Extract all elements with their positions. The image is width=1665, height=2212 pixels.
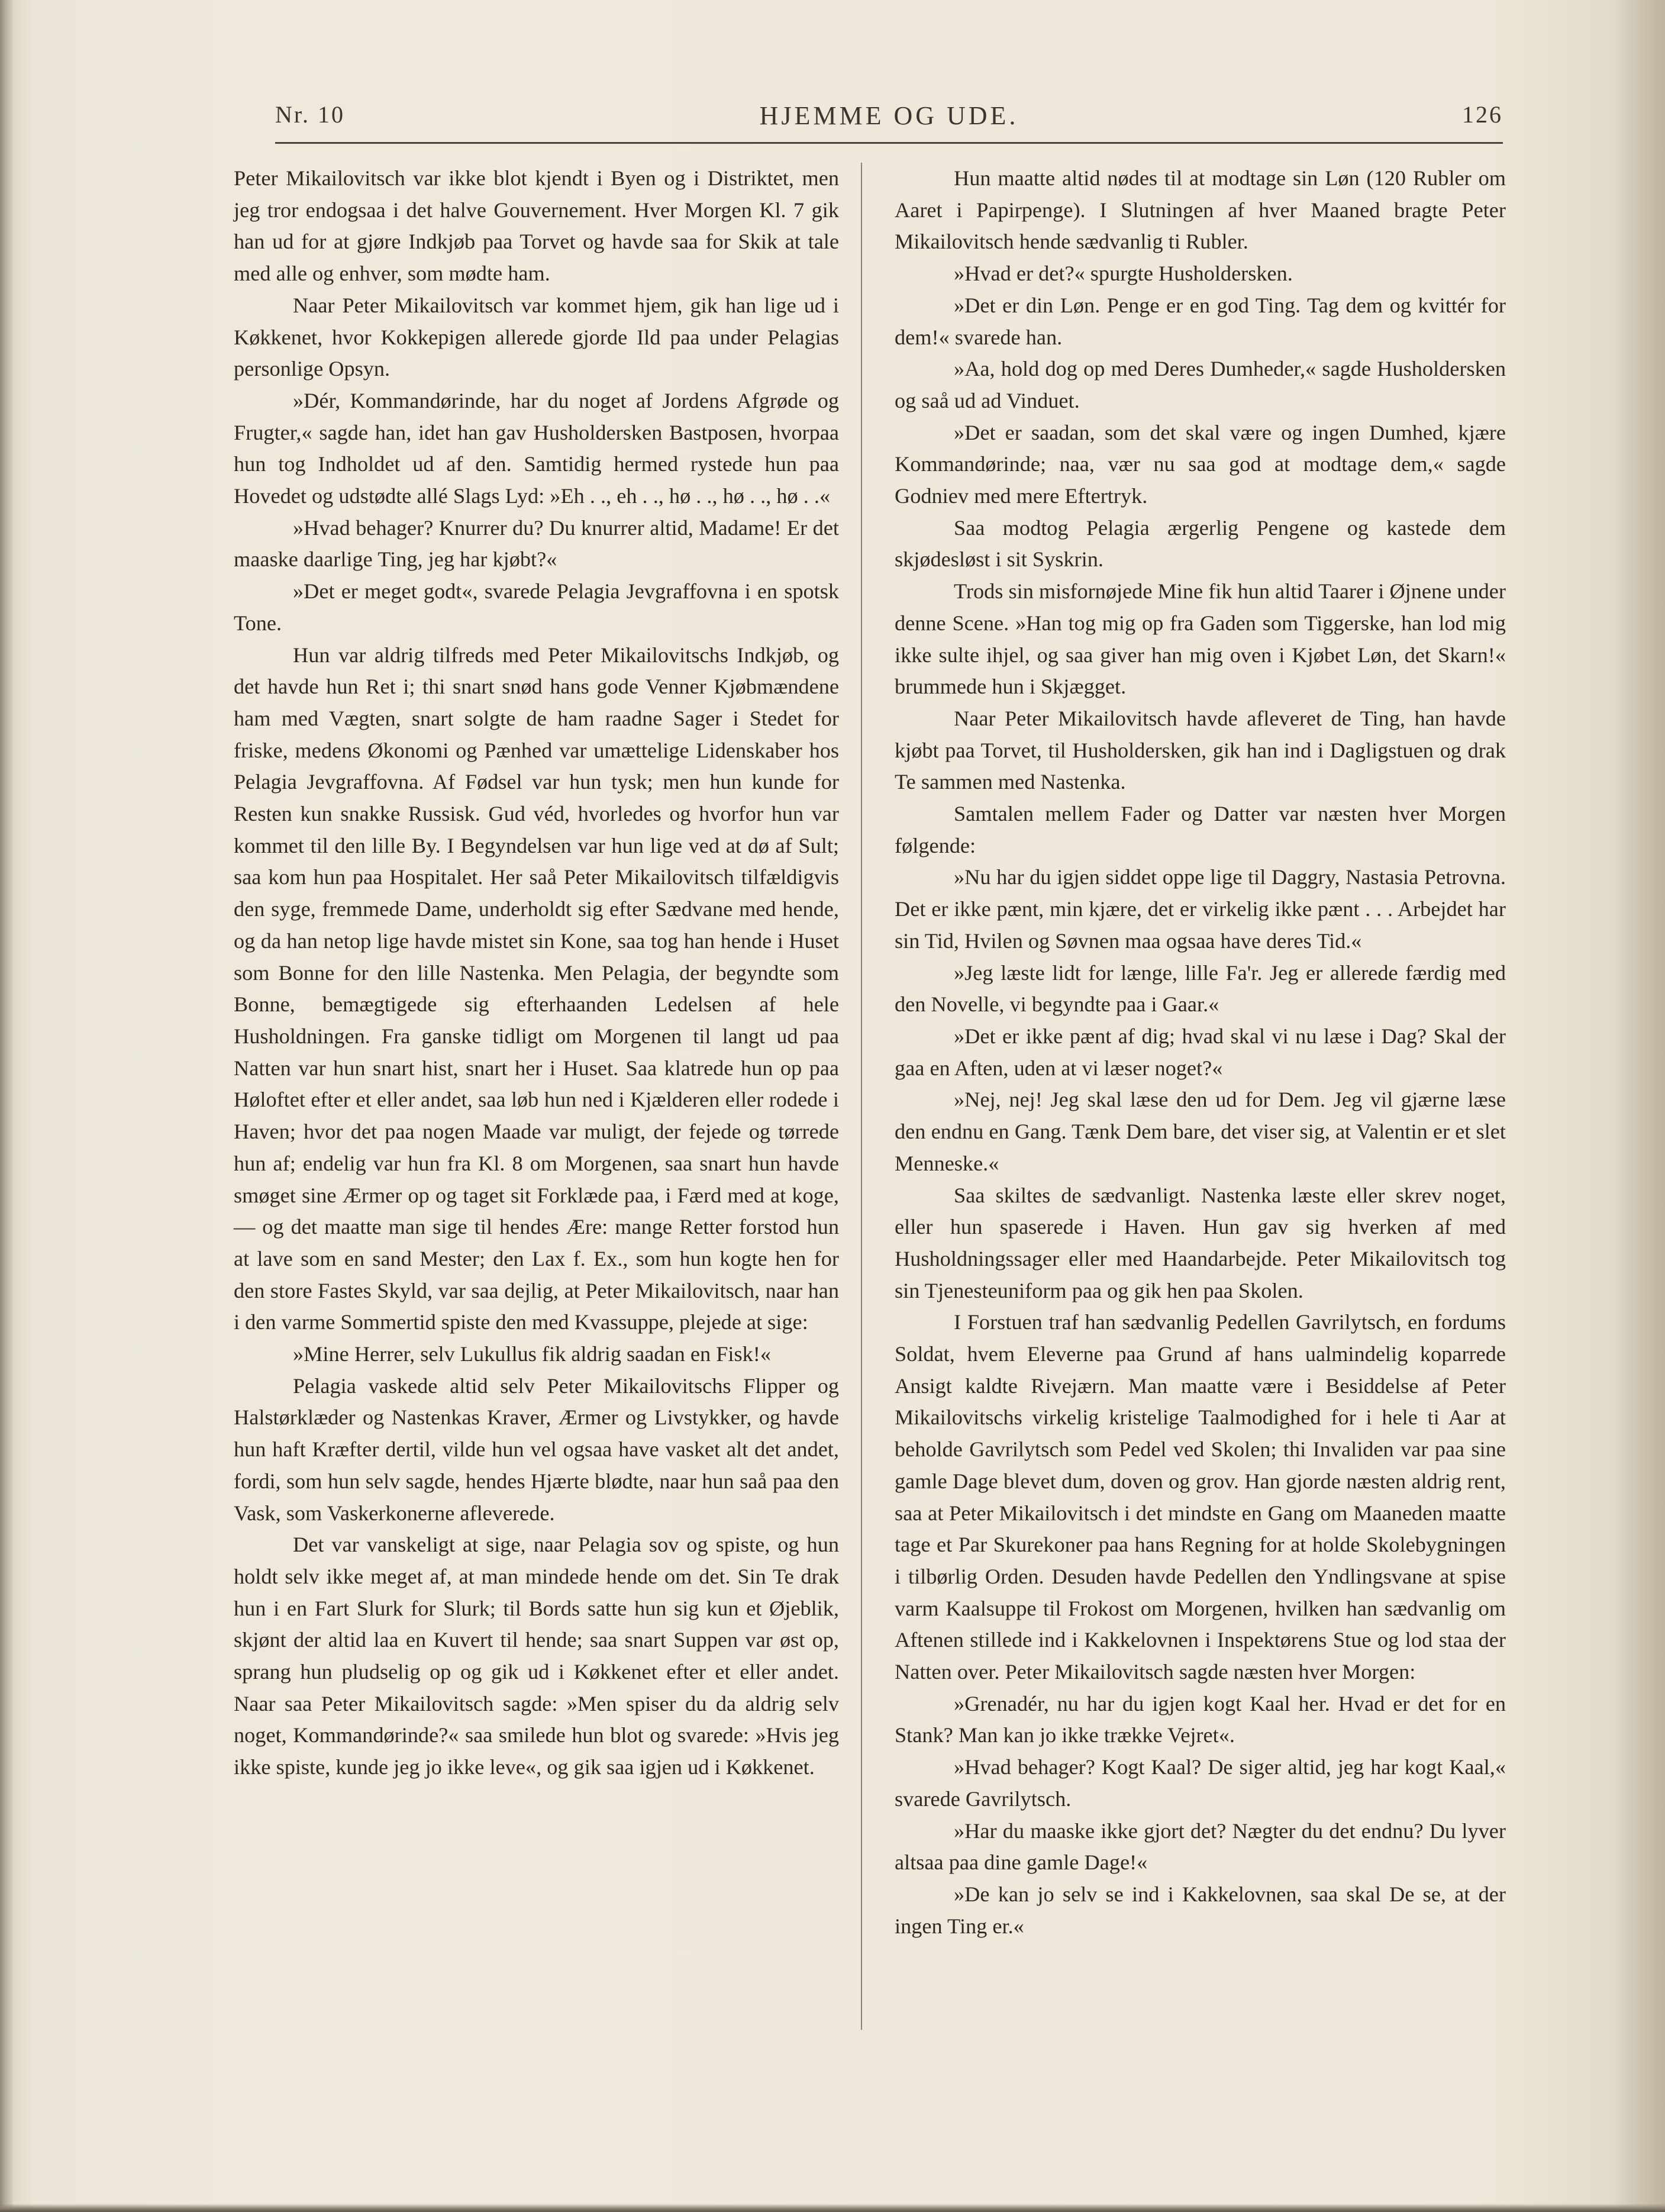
paragraph: »Det er meget godt«, svarede Pelagia Jevgraffovna i en spotsk Tone.	[234, 579, 839, 635]
paragraph: Peter Mikailovitsch var ikke blot kjendt i Byen og i Distriktet, men jeg tror endogsaa i det halve Gouvernement. Hver Morgen Kl. 7 gik han ud for at gjøre Indkjøb paa Torvet og havde saa for Skik at tale med alle og enhver, som mødte ham.	[234, 166, 839, 286]
paragraph: »Grenadér, nu har du igjen kogt Kaal her. Hvad er det for en Stank? Man kan jo ikke trække Vejret«.	[895, 1691, 1506, 1747]
paragraph: Naar Peter Mikailovitsch var kommet hjem, gik han lige ud i Køkkenet, hvor Kokkepigen allerede gjorde Ild paa under Pelagias personlige Opsyn.	[234, 293, 839, 381]
paragraph: Hun var aldrig tilfreds med Peter Mikailovitschs Indkjøb, og det havde hun Ret i; thi snart snød hans gode Venner Kjøbmændene ham med Vægten, snart solgte de ham raadne Sager i Stedet for friske, medens Økonomi og Pænhed var umættelige Lidenskaber hos Pelagia Jevgraffovna. Af Fødsel var hun tysk; men hun kunde for Resten kun snakke Russisk. Gud véd, hvorledes og hvorfor hun var kommet til den lille By. I Begyndelsen var hun lige ved at dø af Sult; saa kom hun paa Hospitalet. Her saå Peter Mikailovitsch tilfældigvis den syge, fremmede Dame, underholdt sig efter Sædvane med hende, og da han netop lige havde mistet sin Kone, saa tog han hende i Huset som Bonne for den lille Nastenka. Men Pelagia, der begyndte som Bonne, bemægtigede sig efterhaanden Ledelsen af hele Husholdningen. Fra ganske tidligt om Morgenen til langt ud paa Natten var hun snart hist, snart her i Huset. Saa klatrede hun op paa Høloftet efter et eller andet, saa løb hun ned i Kjælderen eller rodede i Haven; hvor det paa nogen Maade var muligt, der fejede og tørrede hun af; endelig var hun fra Kl. 8 om Morgenen, saa snart hun havde smøget sine Ærmer op og taget sit Forklæde paa, i Færd med at koge, — og det maatte man sige til hendes Ære: mange Retter forstod hun at lave som en sand Mester; den Lax f. Ex., som hun kogte hen for den store Fastes Skyld, var saa dejlig, at Peter Mikailovitsch, naar han i den varme Sommertid spiste den med Kvassuppe, plejede at sige:	[234, 643, 839, 1334]
page-right-shadow	[1612, 0, 1665, 2212]
paragraph: »Hvad er det?« spurgte Husholdersken.	[954, 262, 1293, 286]
paragraph: I Forstuen traf han sædvanlig Pedellen Gavrilytsch, en fordums Soldat, hvem Eleverne paa Grund af hans ualmindelig koparrede Ansigt kaldte Rivejærn. Man maatte være i Besiddelse af Peter Mikailovitschs virkelig kristelige Taalmodighed for i hele ti Aar at beholde Gavrilytsch som Pedel ved Skolen; thi Invaliden var paa sine gamle Dage blevet dum, doven og grov. Han gjorde næsten aldrig rent, saa at Peter Mikailovitsch i det mindste en Gang om Maaneden maatte tage et Par Skurekoner paa hans Regning for at holde Skolebygningen i tilbørlig Orden. Desuden havde Pedellen den Yndlingsvane at spise varm Kaalsuppe til Frokost om Morgenen, hvilken han sædvanlig om Aftenen stillede ind i Kakkelovnen i Inspektørens Stue og lod staa der Natten over. Peter Mikailovitsch sagde næsten hver Morgen:	[895, 1310, 1506, 1684]
paragraph: Hun maatte altid nødes til at modtage sin Løn (120 Rubler om Aaret i Papirpenge). I Slutningen af hver Maaned bragte Peter Mikailovitsch hende sædvanlig ti Rubler.	[895, 166, 1506, 254]
issue-number: Nr. 10	[275, 101, 345, 128]
paragraph: »Det er saadan, som det skal være og ingen Dumhed, kjære Kommandørinde; naa, vær nu saa god at modtage dem,« sagde Godniev med mere Eftertryk.	[895, 420, 1506, 508]
paragraph: Samtalen mellem Fader og Datter var næsten hver Morgen følgende:	[895, 802, 1506, 857]
paragraph: »Aa, hold dog op med Deres Dumheder,« sagde Husholdersken og saå ud ad Vinduet.	[895, 357, 1506, 412]
paragraph: Saa modtog Pelagia ærgerlig Pengene og kastede dem skjødesløst i sit Syskrin.	[895, 515, 1506, 572]
paragraph: Pelagia vaskede altid selv Peter Mikailovitschs Flipper og Halstørklæder og Nastenkas Kraver, Ærmer og Livstykker, og havde hun haft Kræfter dertil, vilde hun vel ogsaa have vasket alt det andet, fordi, som hun selv sagde, hendes Hjærte blødte, naar hun saå paa den Vask, som Vaskerkonerne afleverede.	[234, 1373, 839, 1525]
paragraph: »Mine Herrer, selv Lukullus fik aldrig saadan en Fisk!«	[293, 1342, 771, 1366]
column-divider	[861, 163, 862, 2030]
page-bottom-shadow	[0, 2204, 1665, 2212]
paragraph: Saa skiltes de sædvanligt. Nastenka læste eller skrev noget, eller hun spaserede i Haven. Hun gav sig hverken af med Husholdningssager eller med Haandarbejde. Peter Mikailovitsch tog sin Tjenesteuniform paa og gik hen paa Skolen.	[895, 1183, 1506, 1302]
right-column	[895, 163, 1506, 1942]
left-column	[234, 163, 839, 1784]
page-number: 126	[1462, 101, 1503, 128]
paragraph: Naar Peter Mikailovitsch havde afleveret de Ting, han havde kjøbt paa Torvet, til Husholdersken, gik han ind i Dagligstuen og drak Te sammen med Nastenka.	[895, 706, 1506, 794]
paragraph: »Har du maaske ikke gjort det? Nægter du det endnu? Du lyver altsaa paa dine gamle Dage!«	[895, 1818, 1506, 1875]
paragraph: »Hvad behager? Knurrer du? Du knurrer altid, Madame! Er det maaske daarlige Ting, jeg har kjøbt?«	[234, 515, 839, 572]
page-left-shadow	[0, 0, 13, 2212]
running-header	[275, 101, 1503, 142]
paragraph: »Nu har du igjen siddet oppe lige til Daggry, Nastasia Petrovna. Det er ikke pænt, min kjære, det er virkelig ikke pænt . . . Arbejdet har sin Tid, Hvilen og Søvnen maa ogsaa have deres Tid.«	[895, 865, 1506, 953]
header-rule	[275, 142, 1503, 144]
paragraph: »Nej, nej! Jeg skal læse den ud for Dem. Jeg vil gjærne læse den endnu en Gang. Tænk Dem bare, det viser sig, at Valentin er et slet Menneske.«	[895, 1088, 1506, 1175]
paragraph: »Hvad behager? Kogt Kaal? De siger altid, jeg har kogt Kaal,« svarede Gavrilytsch.	[895, 1755, 1506, 1811]
paragraph: »Jeg læste lidt for længe, lille Fa'r. Jeg er allerede færdig med den Novelle, vi begyndte paa i Gaar.«	[895, 960, 1506, 1017]
paragraph: »Dér, Kommandørinde, har du noget af Jordens Afgrøde og Frugter,« sagde han, idet han gav Husholdersken Bastposen, hvorpaa hun tog Indholdet ud af den. Samtidig hermed rystede hun paa Hovedet og udstødte allé Slags Lyd: »Eh . ., eh . ., hø . ., hø . ., hø . .«	[234, 388, 839, 508]
paragraph: »Det er din Løn. Penge er en god Ting. Tag dem og kvittér for dem!« svarede han.	[895, 293, 1506, 349]
paragraph: Trods sin misfornøjede Mine fik hun altid Taarer i Øjnene under denne Scene. »Han tog mig op fra Gaden som Tiggerske, han lod mig ikke sulte ihjel, og saa giver han mig oven i Kjøbet Løn, det Skarn!« brummede hun i Skjægget.	[895, 579, 1506, 699]
paragraph: Det var vanskeligt at sige, naar Pelagia sov og spiste, og hun holdt selv ikke meget af, at man mindede hende om det. Sin Te drak hun i en Fart Slurk for Slurk; til Bords satte hun sig kun et Øjeblik, skjønt der altid laa en Kuvert til hende; saa snart Suppen var øst op, sprang hun pludselig op og gik ud i Køkkenet efter et eller andet. Naar saa Peter Mikailovitsch sagde: »Men spiser du da aldrig selv noget, Kommandørinde?« saa smilede hun blot og svarede: »Hvis jeg ikke spiste, kunde jeg jo ikke leve«, og gik saa igjen ud i Køkkenet.	[234, 1533, 839, 1779]
journal-title: HJEMME OG UDE.	[759, 101, 1019, 130]
paragraph: »Det er ikke pænt af dig; hvad skal vi nu læse i Dag? Skal der gaa en Aften, uden at vi læser noget?«	[895, 1024, 1506, 1080]
paragraph: »De kan jo selv se ind i Kakkelovnen, saa skal De se, at der ingen Ting er.«	[895, 1882, 1506, 1938]
